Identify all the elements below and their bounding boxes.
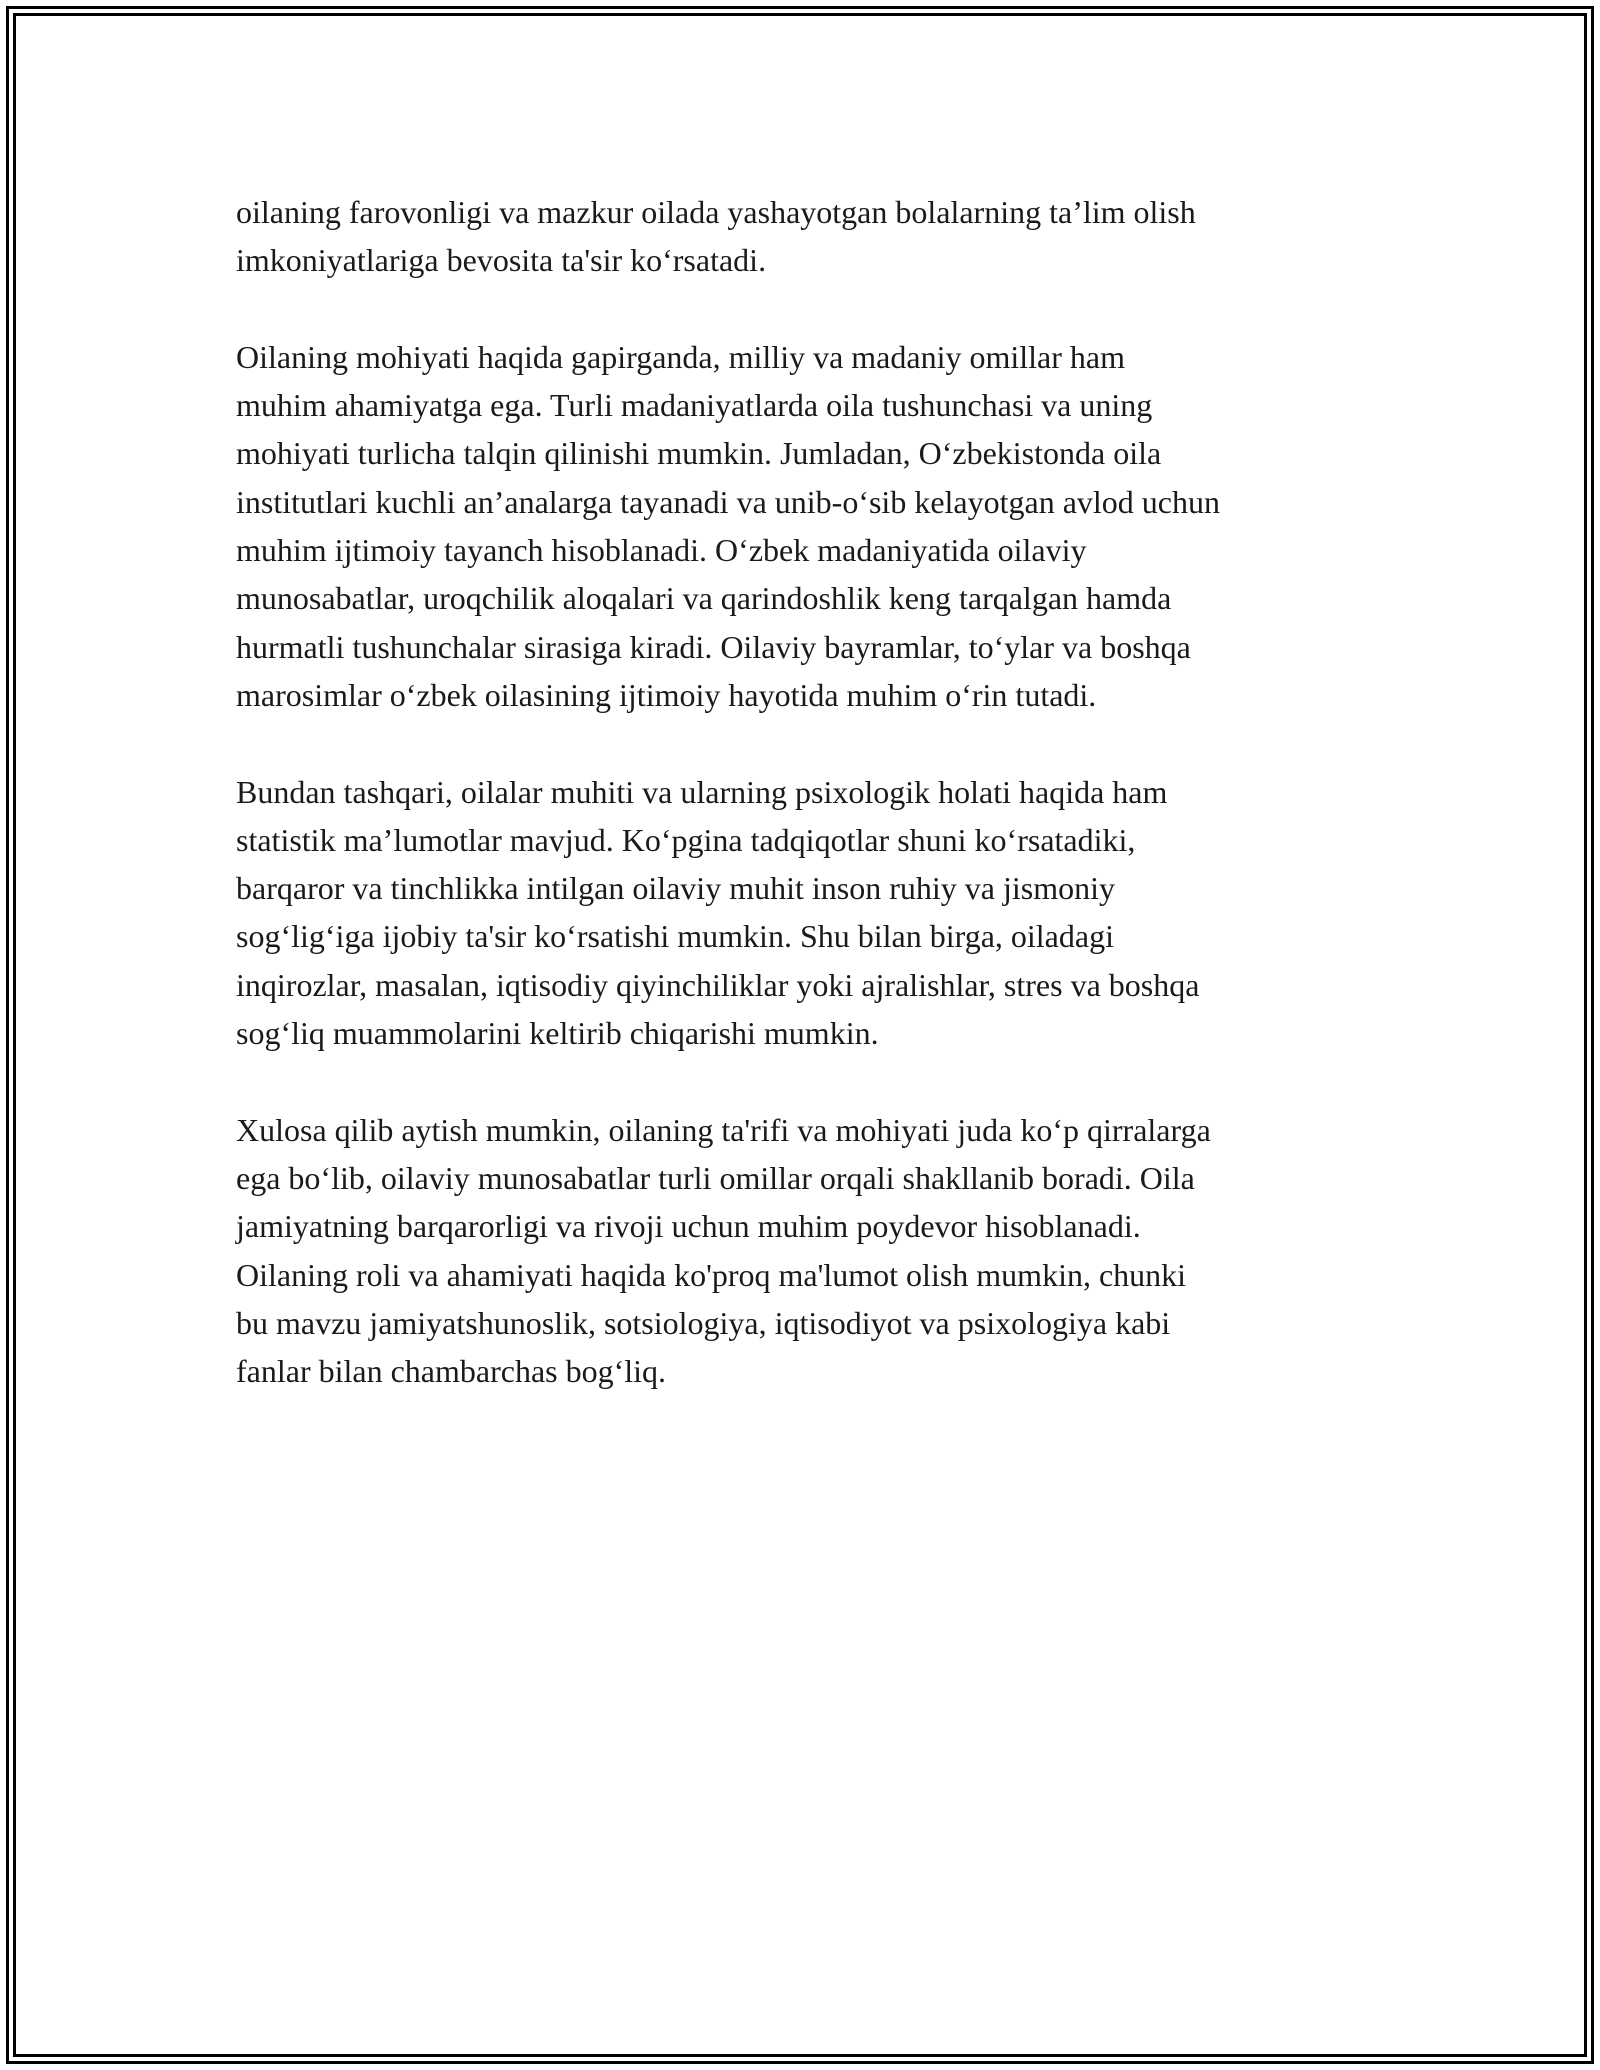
paragraph-4 <box>236 1106 1366 1396</box>
text-line: mohiyati turlicha talqin qilinishi mumkin. Jumladan, O‘zbekistonda oila <box>236 435 1162 472</box>
text-line: marosimlar o‘zbek oilasining ijtimoiy hayotida muhim o‘rin tutadi. <box>236 676 1097 713</box>
paragraph-2 <box>236 333 1366 719</box>
text-line: muhim ijtimoiy tayanch hisoblanadi. O‘zbek madaniyatida oilaviy <box>236 532 1087 569</box>
text-line: inqirozlar, masalan, iqtisodiy qiyinchiliklar yoki ajralishlar, stres va boshqa <box>236 966 1200 1003</box>
text-line: oilaning farovonligi va mazkur oilada yashayotgan bolalarning ta’lim olish <box>236 194 1196 230</box>
text-line: ega bo‘lib, oilaviy munosabatlar turli omillar orqali shakllanib boradi. Oila <box>236 1159 1195 1196</box>
text-line: sog‘lig‘iga ijobiy ta'sir ko‘rsatishi mumkin. Shu bilan birga, oiladagi <box>236 918 1114 955</box>
paragraph-1 <box>236 188 1366 285</box>
text-line: fanlar bilan chambarchas bog‘liq. <box>236 1353 667 1390</box>
text-line: muhim ahamiyatga ega. Turli madaniyatlarda oila tushunchasi va uning <box>236 387 1153 424</box>
text-line: Bundan tashqari, oilalar muhiti va ularning psixologik holati haqida ham <box>236 773 1168 810</box>
text-line: Oilaning roli va ahamiyati haqida ko'proq ma'lumot olish mumkin, chunki <box>236 1256 1187 1293</box>
text-line: Xulosa qilib aytish mumkin, oilaning ta'rifi va mohiyati juda ko‘p qirralarga <box>236 1111 1211 1148</box>
text-line: jamiyatning barqarorligi va rivoji uchun muhim poydevor hisoblanadi. <box>236 1208 1141 1245</box>
text-line: statistik ma’lumotlar mavjud. Ko‘pgina tadqiqotlar shuni ko‘rsatadiki, <box>236 821 1136 858</box>
text-line: munosabatlar, uroqchilik aloqalari va qarindoshlik keng tarqalgan hamda <box>236 580 1172 617</box>
text-line: institutlari kuchli an’analarga tayanadi va unib-o‘sib kelayotgan avlod uchun <box>236 483 1220 520</box>
paragraph-3 <box>236 768 1366 1058</box>
text-line: bu mavzu jamiyatshunoslik, sotsiologiya, iqtisodiyot va psixologiya kabi <box>236 1304 1171 1341</box>
text-line: imkoniyatlariga bevosita ta'sir ko‘rsatadi. <box>236 242 767 279</box>
text-line: hurmatli tushunchalar sirasiga kiradi. Oilaviy bayramlar, to‘ylar va boshqa <box>236 628 1191 665</box>
document-body <box>236 188 1366 1444</box>
text-line: sog‘liq muammolarini keltirib chiqarishi mumkin. <box>236 1015 879 1052</box>
text-line: Oilaning mohiyati haqida gapirganda, milliy va madaniy omillar ham <box>236 338 1125 375</box>
text-line: barqaror va tinchlikka intilgan oilaviy muhit inson ruhiy va jismoniy <box>236 870 1115 907</box>
